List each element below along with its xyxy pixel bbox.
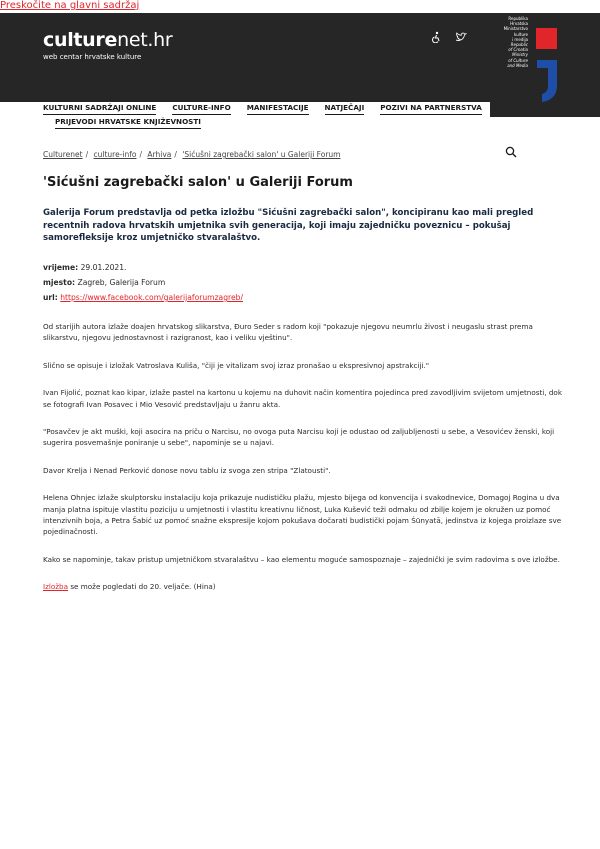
meta-place: mjesto: Zagreb, Galerija Forum [43,278,166,287]
search-icon[interactable] [505,146,517,158]
nav-item-manifestacije[interactable]: MANIFESTACIJE [247,102,309,115]
ministry-red-square [536,28,557,49]
article-lead: Galerija Forum predstavlja od petka izložbu "Sićušni zagrebački salon", koncipiranu kao mali pregled recentnih radova hrvatskih umjetnika svih generacija, koji imaju zajedničku poveznicu – pokušaj samorefleksije kroz umjetničko stvaralaštvo. [43,208,534,243]
meta-url: url: https://www.facebook.com/galerijaforumzagreb/ [43,293,244,302]
main-navigation [43,102,488,129]
accessibility-icon[interactable] [430,31,442,43]
meta-time: vrijeme: 29.01.2021. [43,263,127,272]
article-meta [43,260,243,305]
skip-to-content-link[interactable]: Preskočite na glavni sadržaj [0,0,140,11]
article-paragraph: Kako se napominje, takav pristup umjetničkom stvaralaštvu – kao elementu moguće samospoznaje – zajednički je svim radovima s ove izložbe. [43,554,560,564]
breadcrumb-current[interactable]: 'Sićušni zagrebački salon' u Galeriji Forum [182,150,341,159]
article-paragraph: Helena Ohnjec izlaže skulptorsku instalaciju koja prikazuje nudističku plažu, mjesto bijega od konvencija i svakodnevice, Domagoj Rogina u dva manja platna ispituje vlastitu poziciju u umjetnosti i vlastitu kreativnu ličnost, Luka Kušević teži odmaku od zbilje kojem je okružen uz pomoć intenzivnih boja, a Petra Šabić uz pomoć snažne ekspresije kojom pokušava dočarati budistički pojam Śūnyatā, jedinstva iz kojega proizlaze sve pojedinačnosti. [43,493,562,537]
ministry-blue-shape [535,60,559,102]
nav-item-prijevodi[interactable]: PRIJEVODI HRVATSKE KNJIŽEVNOSTI [55,116,201,129]
breadcrumb-home[interactable]: Culturenet [43,150,83,159]
nav-item-culture-info[interactable]: CULTURE-INFO [172,102,230,115]
article-paragraph: "Posavčev je akt muški, koji asocira na priču o Narcisu, no ovoga puta Narcisu koji je odustao od zaljubljenosti u sebe, a Vesovićev ženski, koji sugerira posvemašnje poniranje u sebe", napominje se u najavi. [43,427,555,448]
event-url-link[interactable]: https://www.facebook.com/galerijaforumzagreb/ [60,293,244,302]
article-paragraph: Ivan Fijolić, poznat kao kipar, izlaže pastel na kartonu u kojemu na duhovit način komentira pojedinca pred zavodljivim svijetom umjetnosti, dok se fotografi Ivan Posavec i Mio Vesović predstavljaju u žanru akta. [43,388,562,409]
nav-item-kulturni-sadrzaji[interactable]: KULTURNI SADRŽAJI ONLINE [43,102,156,115]
exhibition-link[interactable]: Izložba [43,582,69,592]
nav-item-natjecaji[interactable]: NATJEČAJI [325,102,365,115]
article-paragraph: Davor Krelja i Nenad Perković donose novu tablu iz svoga zen stripa "Zlatousti". [43,465,331,475]
article-paragraph-last: Izložba se može pogledati do 20. veljače. (Hina) [43,582,216,592]
site-tagline: web centar hrvatske kulture [43,53,142,61]
article-paragraph: Od starijih autora izlaže doajen hrvatskog slikarstva, Đuro Seder s radom koji "pokazuje njegovu neumrlu živost i neugaslu strast prema slikarstvu, njegovu jednostavnost i razigranost, kao i veliku vještinu". [43,322,533,343]
site-logo[interactable]: culturenet.hr [43,29,173,51]
article-paragraph: Slično se opisuje i izložak Vatroslava Kuliša, "čiji je vitalizam svoj izraz pronašao u ekspresivnoj apstrakciji." [43,360,430,370]
breadcrumb-arhiva[interactable]: Arhiva [147,150,172,159]
ministry-logo-text: Republika Hrvatska Ministarstvo kulture i medija Republic of Croatia Ministry of Culture and Media [503,16,528,68]
nav-item-pozivi[interactable]: POZIVI NA PARTNERSTVA [380,102,482,115]
page-title: 'Sićušni zagrebački salon' u Galeriji Forum [43,175,353,190]
twitter-icon[interactable] [455,31,467,43]
breadcrumb: Culturenet / culture-info / Arhiva / 'Sićušni zagrebački salon' u Galeriji Forum [43,150,341,159]
article-body [43,321,563,609]
breadcrumb-culture-info[interactable]: culture-info [93,150,137,159]
